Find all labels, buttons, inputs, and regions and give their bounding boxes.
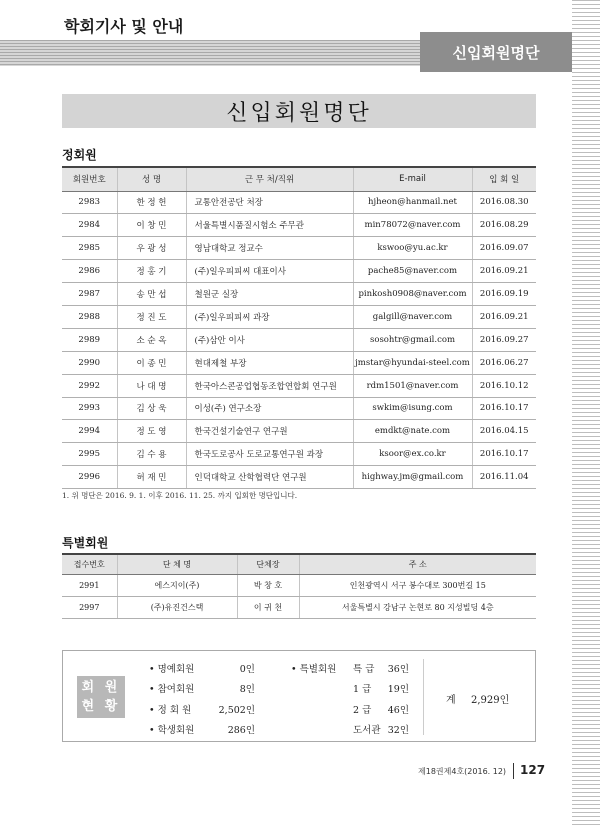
cell: 소 순 옥	[117, 328, 186, 351]
cell: 2996	[62, 466, 117, 489]
table-row	[62, 351, 536, 374]
column-header: 성 명	[117, 167, 186, 191]
cell: 2016.10.17	[472, 397, 536, 420]
cell: (주)유진건스택	[117, 596, 237, 618]
cell: 인덕대학교 산학협력단 연구원	[186, 466, 353, 489]
summary-item-name: • 명예회원	[149, 664, 195, 675]
column-header: E-mail	[353, 167, 472, 191]
cell: 2993	[62, 397, 117, 420]
cell: 현대제철 부장	[186, 351, 353, 374]
summary-divider	[423, 659, 424, 735]
header-tab: 신입회원명단	[420, 32, 572, 72]
summary-item-name: • 참여회원	[149, 684, 195, 695]
cell: 2016.08.30	[472, 191, 536, 214]
summary-grade-value: 46인	[387, 705, 409, 716]
cell: ksoor@ex.co.kr	[353, 443, 472, 466]
cell: 정 진 도	[117, 305, 186, 328]
summary-grade-name: 특 급	[353, 664, 375, 675]
table-row	[62, 596, 536, 618]
cell: 한국도로공사 도로교통연구원 과장	[186, 443, 353, 466]
cell: 2984	[62, 214, 117, 237]
cell: rdm1501@naver.com	[353, 374, 472, 397]
page-edge-stripe	[572, 0, 600, 825]
cell: 2016.08.29	[472, 214, 536, 237]
total-value: 2,929인	[471, 695, 510, 706]
cell: (주)일우피피씨 과장	[186, 305, 353, 328]
cell: min78072@naver.com	[353, 214, 472, 237]
cell: 2989	[62, 328, 117, 351]
summary-item-name: • 학생회원	[149, 725, 195, 736]
cell: 한국건설기술연구 연구원	[186, 420, 353, 443]
cell: 이 귀 천	[237, 596, 299, 618]
cell: 2990	[62, 351, 117, 374]
table-row	[62, 260, 536, 283]
cell: 2994	[62, 420, 117, 443]
cell: 한국아스콘공업협동조합연합회 연구원	[186, 374, 353, 397]
summary-item-value: 0인	[239, 664, 255, 675]
cell: 정 홍 기	[117, 260, 186, 283]
cell: highway.jm@gmail.com	[353, 466, 472, 489]
cell: 2986	[62, 260, 117, 283]
cell: 이 창 민	[117, 214, 186, 237]
cell: 2016.09.19	[472, 283, 536, 306]
column-header: 단 체 명	[117, 554, 237, 574]
cell: hjheon@hanmail.net	[353, 191, 472, 214]
cell: 인천광역시 서구 봉수대로 300번길 15	[299, 574, 536, 596]
table-row	[62, 214, 536, 237]
cell: 2985	[62, 237, 117, 260]
page-number: 127	[520, 763, 546, 777]
cell: (주)일우피피씨 대표이사	[186, 260, 353, 283]
cell: 박 창 호	[237, 574, 299, 596]
table-row	[62, 420, 536, 443]
cell: 2016.09.27	[472, 328, 536, 351]
summary-item-value: 286인	[227, 725, 255, 736]
table-header-row	[62, 167, 536, 191]
cell: 2016.11.04	[472, 466, 536, 489]
table-row	[62, 328, 536, 351]
cell: 2016.09.21	[472, 260, 536, 283]
cell: sosohtr@gmail.com	[353, 328, 472, 351]
table-row	[62, 466, 536, 489]
cell: pache85@naver.com	[353, 260, 472, 283]
page-title-band	[62, 94, 536, 128]
cell: 2016.10.12	[472, 374, 536, 397]
cell: 우 광 성	[117, 237, 186, 260]
column-header: 입 회 일	[472, 167, 536, 191]
column-header: 접수번호	[62, 554, 117, 574]
column-header: 단체장	[237, 554, 299, 574]
cell: 서울특별시 강남구 논현로 80 지성빌딩 4층	[299, 596, 536, 618]
table-row	[62, 397, 536, 420]
cell: 허 재 민	[117, 466, 186, 489]
cell: 이성(주) 연구소장	[186, 397, 353, 420]
special-summary-title: • 특별회원	[291, 664, 337, 675]
cell: galgill@naver.com	[353, 305, 472, 328]
cell: jmstar@hyundai-steel.com	[353, 351, 472, 374]
table-header-row	[62, 554, 536, 574]
cell: 김 수 용	[117, 443, 186, 466]
table-row	[62, 237, 536, 260]
cell: 2016.04.15	[472, 420, 536, 443]
column-header: 근 무 처/직위	[186, 167, 353, 191]
cell: 2987	[62, 283, 117, 306]
cell: 영남대학교 정교수	[186, 237, 353, 260]
footer-separator	[513, 763, 514, 779]
summary-grade-name: 도서관	[353, 725, 381, 736]
footnote: 1. 위 명단은 2016. 9. 1. 이후 2016. 11. 25. 까지 입회한 명단입니다.	[62, 491, 298, 500]
summary-grade-value: 36인	[387, 664, 409, 675]
regular-members-table	[62, 166, 536, 489]
cell: 2983	[62, 191, 117, 214]
cell: 이 종 민	[117, 351, 186, 374]
cell: 2016.10.17	[472, 443, 536, 466]
cell: 2995	[62, 443, 117, 466]
summary-label	[77, 676, 125, 718]
summary-label-line2: 현 황	[81, 699, 121, 714]
table-row	[62, 283, 536, 306]
summary-grade-name: 1 급	[353, 684, 372, 695]
cell: swkim@isung.com	[353, 397, 472, 420]
cell: 2997	[62, 596, 117, 618]
cell: 서울특별시품질시험소 주무관	[186, 214, 353, 237]
column-header: 회원번호	[62, 167, 117, 191]
cell: 에스지이(주)	[117, 574, 237, 596]
table-row	[62, 305, 536, 328]
table-row	[62, 443, 536, 466]
table-row	[62, 574, 536, 596]
cell: 송 만 섭	[117, 283, 186, 306]
summary-label-line1: 회 원	[81, 680, 121, 695]
total-label: 계	[446, 695, 456, 706]
summary-item-value: 2,502인	[218, 705, 255, 716]
column-header: 주 소	[299, 554, 536, 574]
summary-item-name: • 정 회 원	[149, 705, 192, 716]
cell: 교통안전공단 처장	[186, 191, 353, 214]
cell: 2016.09.07	[472, 237, 536, 260]
cell: 2991	[62, 574, 117, 596]
cell: 정 도 영	[117, 420, 186, 443]
special-members-label: 특별회원	[62, 536, 109, 550]
cell: 나 대 명	[117, 374, 186, 397]
section-header-title: 학회기사 및 안내	[64, 17, 184, 36]
cell: 2988	[62, 305, 117, 328]
cell: 김 상 욱	[117, 397, 186, 420]
cell: pinkosh0908@naver.com	[353, 283, 472, 306]
summary-grade-value: 19인	[387, 684, 409, 695]
cell: (주)삼안 이사	[186, 328, 353, 351]
cell: 한 정 헌	[117, 191, 186, 214]
table-row	[62, 374, 536, 397]
issue-info: 제18권제4호(2016. 12)	[418, 767, 507, 776]
cell: 2016.06.27	[472, 351, 536, 374]
regular-members-label: 정회원	[62, 148, 97, 162]
cell: 2992	[62, 374, 117, 397]
summary-item-value: 8인	[239, 684, 255, 695]
special-members-table	[62, 553, 536, 619]
cell: 철원군 실장	[186, 283, 353, 306]
table-row	[62, 191, 536, 214]
cell: kswoo@yu.ac.kr	[353, 237, 472, 260]
cell: 2016.09.21	[472, 305, 536, 328]
page-title: 신입회원명단	[226, 100, 372, 126]
cell: emdkt@nate.com	[353, 420, 472, 443]
summary-grade-name: 2 급	[353, 705, 372, 716]
membership-summary-box	[62, 650, 536, 742]
summary-grade-value: 32인	[387, 725, 409, 736]
